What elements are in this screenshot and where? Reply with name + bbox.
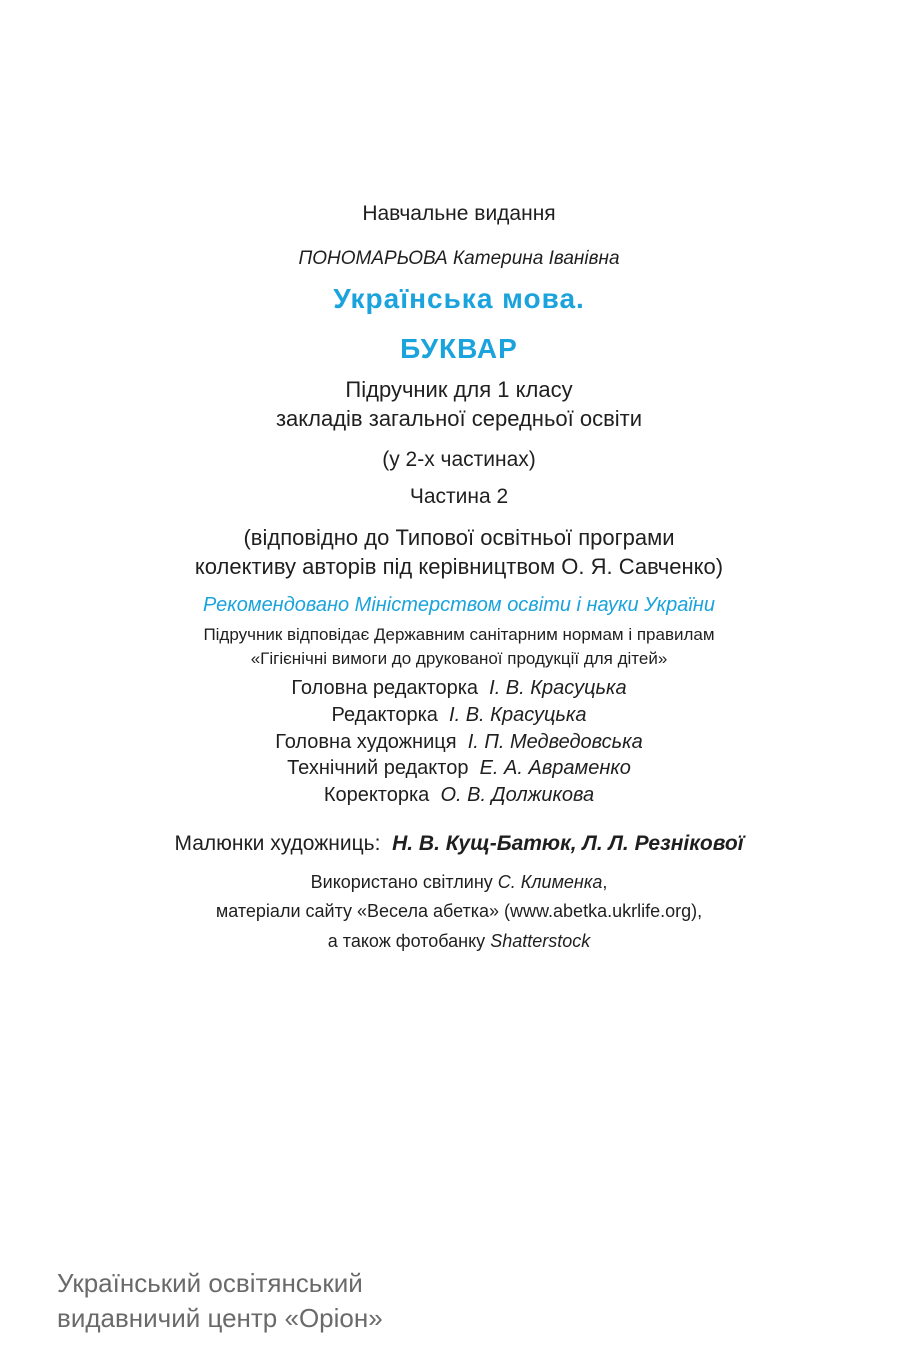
- publisher-line2: видавничий центр «Оріон»: [57, 1303, 383, 1333]
- credit-name: О. В. Должикова: [440, 784, 595, 806]
- used-text: а також фотобанку: [327, 931, 486, 951]
- credit-role: Технічний редактор: [287, 757, 469, 779]
- credit-line: [0, 704, 918, 727]
- used-line2: матеріали сайту «Весела абетка» (www.abetka.ukrlife.org),: [215, 901, 703, 921]
- author: ПОНОМАРЬОВА Катерина Іванівна: [298, 248, 620, 269]
- book-title-line1: Українська мова.: [333, 283, 585, 314]
- credit-name: Е. А. Авраменко: [479, 757, 631, 779]
- sanitary-line2: «Гігієнічні вимоги до друкованої продукції для дітей»: [250, 649, 668, 668]
- photo-author: С. Клименка: [497, 872, 603, 892]
- credit-role: Головна редакторка: [291, 677, 479, 699]
- part-number: Частина 2: [409, 485, 509, 508]
- illustrations-names: Н. В. Кущ-Батюк, Л. Л. Резнікової: [392, 832, 744, 855]
- credit-role: Коректорка: [323, 784, 430, 806]
- credit-role: Редакторка: [331, 704, 438, 726]
- subtitle-line2: закладів загальної середньої освіти: [275, 406, 643, 431]
- credit-line: [0, 731, 918, 754]
- sanitary-line1: Підручник відповідає Державним санітарним нормам і правилам: [203, 625, 715, 644]
- parts-note: (у 2-х частинах): [382, 448, 536, 471]
- used-line1: [0, 872, 918, 893]
- program-line2: колективу авторів під керівництвом О. Я. Савченко): [194, 554, 724, 579]
- credit-name: І. П. Медведовська: [467, 731, 643, 753]
- used-text: Використано світлину: [310, 872, 493, 892]
- edition-type: Навчальне видання: [362, 202, 556, 225]
- illustrations-label: Малюнки художниць:: [174, 832, 381, 855]
- program-line1: (відповідно до Типової освітньої програми: [243, 525, 675, 550]
- illustrations-credit: [0, 832, 918, 856]
- recommendation: Рекомендовано Міністерством освіти і науки України: [203, 594, 715, 616]
- publisher-line1: Український освітянський: [57, 1268, 363, 1298]
- book-title-line2: БУКВАР: [400, 333, 518, 364]
- credit-line: [0, 757, 918, 780]
- used-punct: ,: [602, 872, 608, 892]
- credit-name: І. В. Красуцька: [449, 704, 587, 726]
- credit-name: І. В. Красуцька: [489, 677, 627, 699]
- credit-line: [0, 784, 918, 807]
- credit-line: [0, 677, 918, 700]
- subtitle-line1: Підручник для 1 класу: [345, 377, 573, 402]
- used-line3: [0, 931, 918, 952]
- credit-role: Головна художниця: [275, 731, 457, 753]
- publisher: [57, 1266, 383, 1336]
- photobank-name: Shatterstock: [490, 931, 591, 951]
